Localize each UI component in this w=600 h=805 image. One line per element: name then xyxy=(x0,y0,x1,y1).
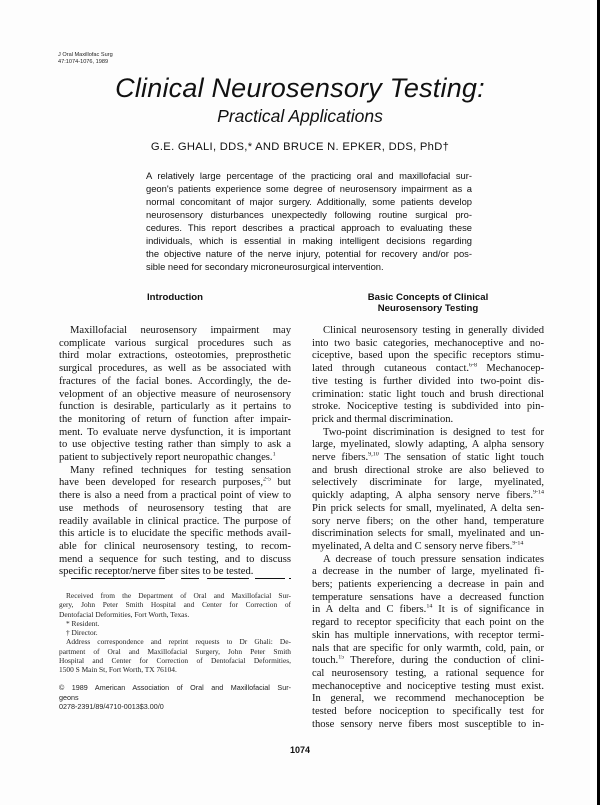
body-line: cal neurosensory testing, a rational sequence for xyxy=(312,667,544,679)
abstract xyxy=(146,169,472,273)
body-line-tail: Therefore, during the conduction of clini- xyxy=(344,655,544,667)
body-line-tail: The sensation of static light touch xyxy=(378,452,544,464)
body-line: mend a sequence for such testing, and to discuss xyxy=(59,553,291,565)
body-line: regard to receptor specificity that each point on the xyxy=(312,617,544,629)
abstract-line: neurosensory disturbances unexpectedly following routine surgical pro- xyxy=(146,209,472,220)
body-line: discrimination selects for small, myelinated and un- xyxy=(312,528,544,540)
body-line-tail: but xyxy=(270,477,291,489)
footnote-line: Address correspondence and reprint requests to Dr Ghali: De- xyxy=(66,637,291,647)
body-line xyxy=(312,541,544,554)
body-line: there is also a need from a practical point of view to xyxy=(59,490,291,502)
footnote-line: Dentofacial Deformities, Fort Worth, Texas. xyxy=(59,609,190,619)
basic-concepts-body xyxy=(312,325,544,732)
copyright-block xyxy=(59,683,291,712)
reference-superscript: 15 xyxy=(338,655,345,661)
body-line-text: lated through cutaneous contact. xyxy=(312,363,470,375)
footnote-divider xyxy=(71,578,291,579)
body-line-tail: Mechanocep- xyxy=(477,363,544,375)
reference-superscript: 6-8 xyxy=(469,363,478,369)
body-line: Two-point discrimination is designed to test for xyxy=(323,426,544,438)
article-subtitle: Practical Applications xyxy=(217,106,383,126)
footnote-line: partment of Oral and Maxillofacial Surgery, John Peter Smith xyxy=(59,646,291,656)
body-line: prick and thermal discrimination. xyxy=(312,413,454,425)
footnote-line: Received from the Department of Oral and Maxillofacial Sur- xyxy=(66,591,291,600)
body-line: Pin prick selects for small, myelinated, A delta sen- xyxy=(312,502,544,514)
abstract-line: individuals, which is essential in making intelligent decisions regarding xyxy=(146,235,472,246)
body-line: temperature sensations have a decreased function xyxy=(312,591,544,603)
body-line: able for clinical neurosensory testing, to recom- xyxy=(59,540,291,552)
body-line: specific receptor/nerve fiber sites to be tested. xyxy=(59,566,254,578)
body-line: complicate various surgical procedures such as xyxy=(59,337,291,349)
body-line: readily available in clinical practice. The purpose of xyxy=(59,515,291,527)
body-line: A decrease of touch pressure sensation indicates xyxy=(323,553,544,565)
body-line: crimination: static light touch and brush directional xyxy=(312,388,544,400)
body-line: a decrease in the number of large, myelinated fi- xyxy=(312,566,544,578)
body-line xyxy=(312,363,544,376)
body-line: this article is to elucidate the specific methods avail- xyxy=(59,528,291,540)
footnote-resident: * Resident. xyxy=(66,618,100,628)
body-line-text: patient to subjectively report neuropathic changes. xyxy=(59,452,273,464)
body-line-text: touch. xyxy=(312,655,339,667)
body-line xyxy=(59,477,291,490)
abstract-line: cedures. This report describes a practical approach to evaluating these xyxy=(146,222,472,233)
body-line: the monitoring of return of function after impair- xyxy=(59,413,291,425)
body-line: Maxillofacial neurosensory impairment may xyxy=(70,325,291,336)
reference-superscript: 9,10 xyxy=(368,452,379,458)
body-line: selectively discriminate for large, myelinated, xyxy=(312,477,544,489)
body-line-tail: It is of significance in xyxy=(432,604,544,616)
reference-superscript: 1 xyxy=(272,452,276,458)
citation-volume-pages: 47:1074-1076, 1989 xyxy=(58,59,109,65)
body-line-text: quickly adapting, A alpha sensory nerve fibers. xyxy=(312,490,533,502)
body-line: bers; patients experiencing a decrease in pain and xyxy=(312,579,544,591)
reference-superscript: 14 xyxy=(426,604,433,610)
body-line: nals that are specific for only warmth, cold, pain, or xyxy=(312,642,544,654)
body-line xyxy=(59,452,291,465)
body-line: sory nerve fibers; on the other hand, temperature xyxy=(312,515,544,527)
body-line: use methods of neurosensory testing that are xyxy=(59,502,291,514)
body-line: into two basic categories, mechanoceptive and no- xyxy=(312,337,544,349)
footnotes xyxy=(59,591,291,675)
body-line: ment. To evaluate nerve dysfunction, it is important xyxy=(59,426,291,438)
copyright-line: geons xyxy=(59,692,79,702)
article-authors: G.E. GHALI, DDS,* AND BRUCE N. EPKER, DDS, PhD† xyxy=(150,141,450,153)
article-title: Clinical Neurosensory Testing: xyxy=(115,73,485,103)
body-line: large, myelinated, slowly adapting, A alpha sensory xyxy=(312,439,544,451)
footnote-line: Hospital and Center for Correction of Dentofacial Deformities, xyxy=(59,656,291,666)
body-line: those sensory nerve fibers most susceptible to in- xyxy=(312,718,544,730)
body-line xyxy=(312,655,544,668)
abstract-line: the objective nature of the nerve injury, potential for recovery and/or pos- xyxy=(146,248,472,259)
body-line xyxy=(312,490,544,503)
body-line: surgical procedures, as well as be associated with xyxy=(59,363,291,375)
body-line: to use objective testing rather than simply to ask a xyxy=(59,439,291,451)
heading-line: Neurosensory Testing xyxy=(377,303,479,314)
issn-code: 0278-2391/89/4710-0013$3.00/0 xyxy=(59,702,164,711)
body-line: Many refined techniques for testing sensation xyxy=(70,464,291,476)
body-line: In general, we recommend mechanoception be xyxy=(312,693,544,705)
footnote-line: 1500 S Main St, Fort Worth, TX 76104. xyxy=(59,665,177,675)
citation-journal: J Oral Maxillofac Surg xyxy=(58,52,113,58)
body-line: stroke. Nociceptive testing is subdivided into pin- xyxy=(312,401,544,413)
body-line xyxy=(312,452,544,465)
abstract-line: normal concomitant of major surgery. Additionally, some patients develop xyxy=(146,196,472,207)
body-line-text: myelinated, A delta and C sensory nerve fibers. xyxy=(312,540,513,552)
abstract-line: sible need for secondary microneurosurgical intervention. xyxy=(146,261,384,272)
body-line: velopment of an objective measure of neurosensory xyxy=(59,388,291,400)
reference-superscript: 9-14 xyxy=(512,540,524,547)
body-line: Clinical neurosensory testing in generally divided xyxy=(323,325,544,336)
body-line-text: nerve fibers. xyxy=(312,452,369,464)
abstract-line: A relatively large percentage of the practicing oral and maxillofacial sur- xyxy=(146,170,472,181)
body-line: function is desirable, particularly as it pertains to xyxy=(59,401,291,413)
page-number: 1074 xyxy=(289,745,311,755)
body-line: tive testing is further divided into two-point dis- xyxy=(312,375,544,387)
body-line: skin has multiple innervations, with receptor termi- xyxy=(312,629,544,641)
body-line-text: in A delta and C fibers. xyxy=(312,604,427,616)
abstract-line: geon's patients experience some degree of neurosensory impairment as a xyxy=(146,183,472,194)
body-line: ciceptive, based upon the specific receptors stimu- xyxy=(312,350,544,362)
body-line xyxy=(312,604,544,617)
body-line: third molar extractions, osteotomies, preprosthetic xyxy=(59,350,291,362)
footnote-line: gery, John Peter Smith Hospital and Center for Correction of xyxy=(59,600,291,610)
section-heading-basic-concepts xyxy=(312,292,544,314)
introduction-body xyxy=(59,325,291,579)
body-line-text: have been developed for research purposes, xyxy=(59,477,263,489)
body-line: mechanoceptive and nociceptive testing must exist. xyxy=(312,680,544,692)
footnote-director: † Director. xyxy=(66,628,98,638)
journal-citation xyxy=(58,52,113,66)
copyright-line: © 1989 American Association of Oral and Maxillofacial Sur- xyxy=(59,683,291,692)
body-line: fractures of the facial bones. Accordingly, the de- xyxy=(59,375,291,387)
reference-superscript: 2-5 xyxy=(262,477,271,483)
body-line: and brush directional stroke are also believed to xyxy=(312,464,544,476)
section-heading-introduction: Introduction xyxy=(147,292,203,303)
heading-line: Basic Concepts of Clinical xyxy=(367,292,489,303)
body-line: tested before nociception to specifically test for xyxy=(312,706,544,718)
reference-superscript: 9-14 xyxy=(533,490,544,496)
